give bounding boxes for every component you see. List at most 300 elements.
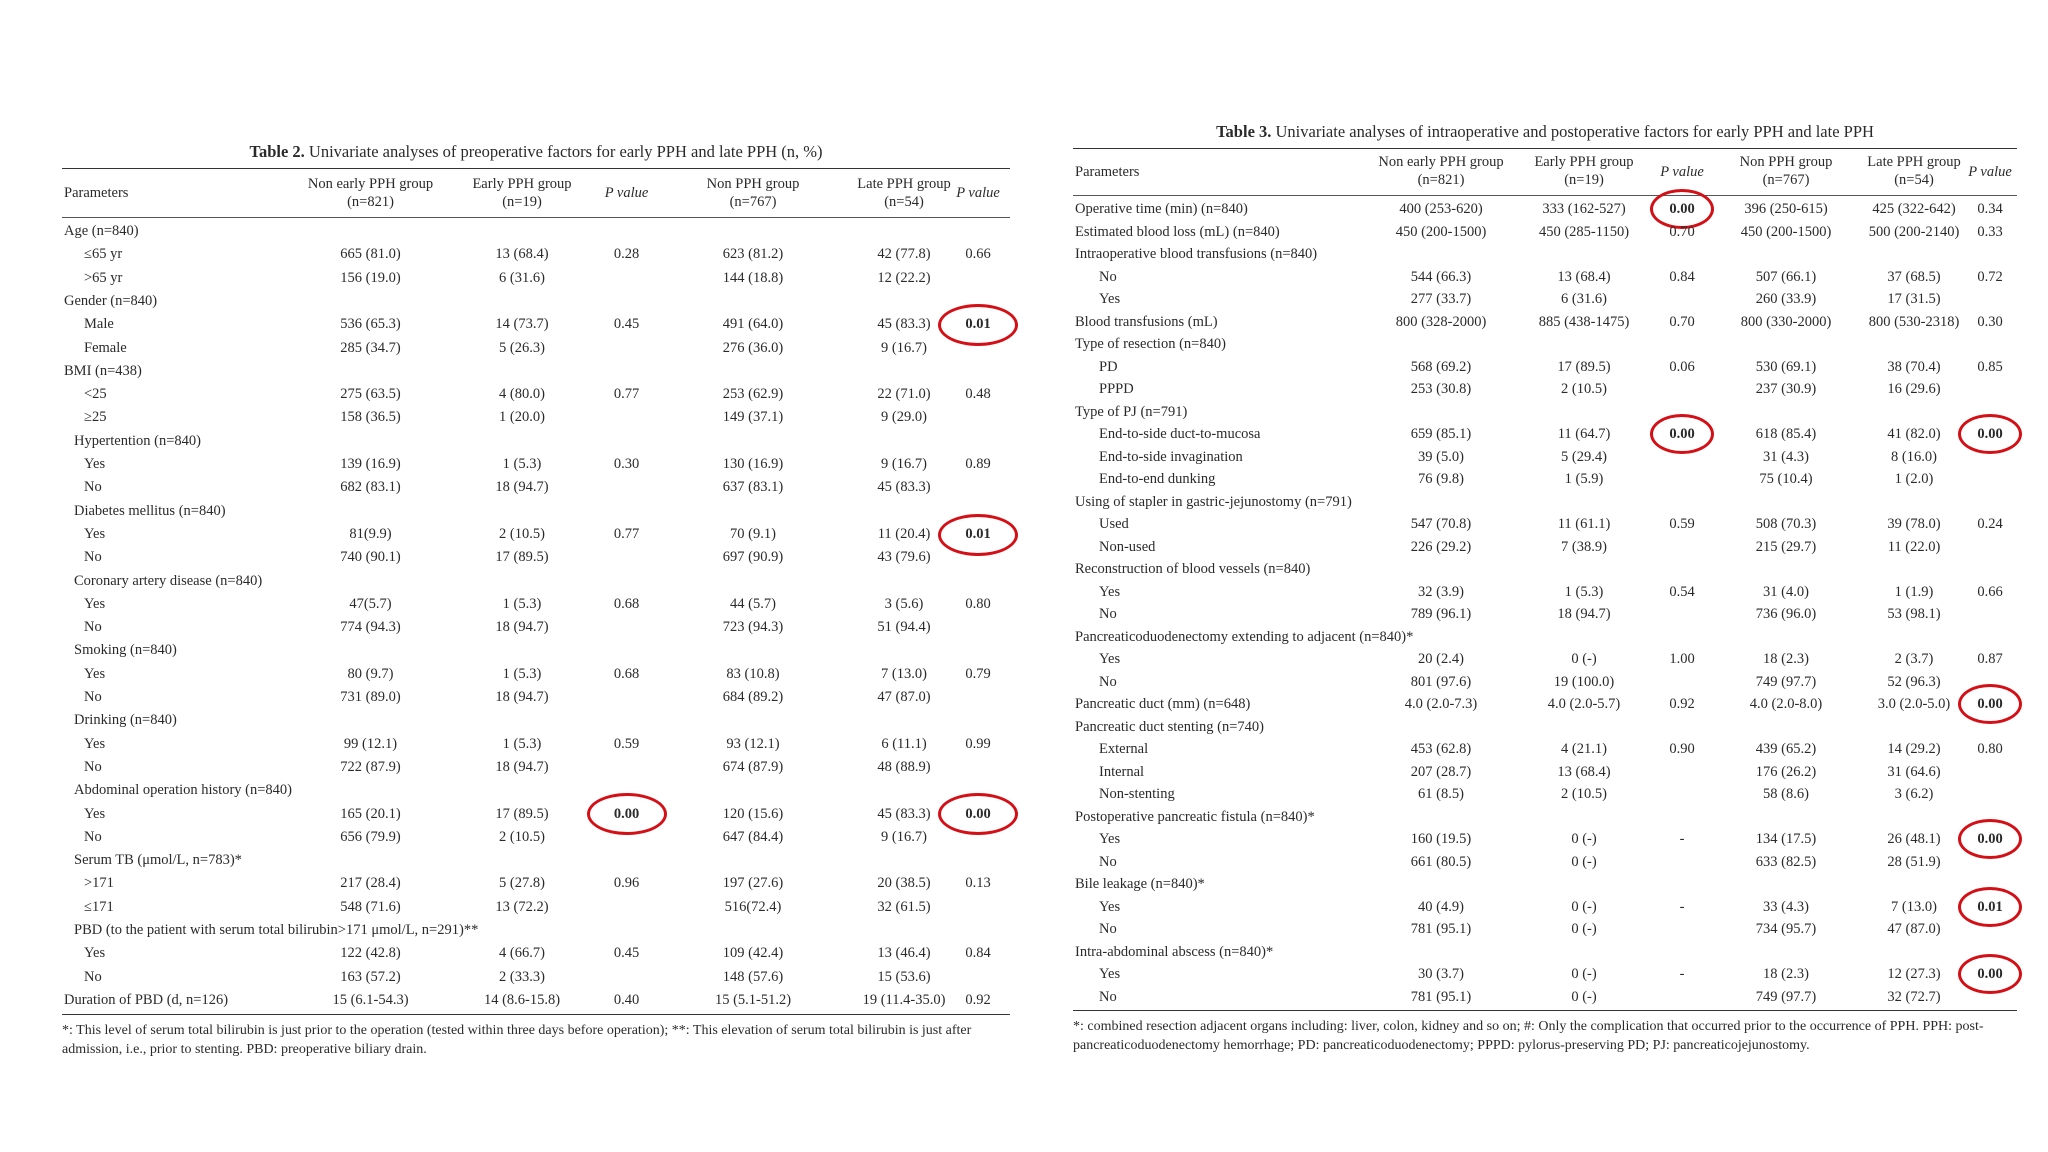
table-2-caption <box>62 142 1010 162</box>
table-row <box>1073 243 2017 266</box>
row-label: Pancreatic duct stenting (n=740) <box>1075 718 1264 735</box>
cell-col4: 736 (96.0) <box>1755 606 1817 622</box>
table-row <box>1073 446 2017 469</box>
cell-col4: 58 (8.6) <box>1763 786 1809 802</box>
table-row <box>62 942 1010 965</box>
cell-col2: 18 (94.7) <box>1557 606 1611 622</box>
table-row <box>1073 873 2017 896</box>
cell-col2: 14 (73.7) <box>495 316 549 333</box>
cell-col1: 81(9.9) <box>349 525 392 542</box>
cell-col5: 28 (51.9) <box>1887 853 1941 870</box>
cell-col6: 0.34 <box>1977 201 2003 217</box>
table-row <box>62 756 1010 779</box>
cell-col5: 45 (83.3) <box>877 316 931 333</box>
table-row <box>1073 693 2017 716</box>
cell-col5: 20 (38.5) <box>877 875 931 892</box>
cell-col5: 2 (3.7) <box>1894 651 1934 667</box>
cell-col3: 0.00 <box>1669 201 1695 217</box>
table-row <box>62 267 1010 290</box>
cell-col4: 749 (97.7) <box>1755 673 1817 690</box>
cell-col4: 18 (2.3) <box>1763 651 1809 667</box>
table-row <box>1073 536 2017 559</box>
cell-col1: 722 (87.9) <box>340 758 401 775</box>
cell-col1: 253 (30.8) <box>1410 381 1472 397</box>
table-row <box>1073 806 2017 829</box>
cell-col1: 80 (9.7) <box>347 665 394 682</box>
row-label: Yes <box>1099 966 1121 982</box>
cell-col5: 42 (77.8) <box>877 246 931 263</box>
cell-col6: 0.84 <box>965 945 991 962</box>
cell-col1: 661 (80.5) <box>1410 853 1472 870</box>
table-row <box>62 966 1010 989</box>
cell-col1: 39 (5.0) <box>1418 448 1464 465</box>
table-row <box>62 989 1010 1012</box>
cell-col1: 536 (65.3) <box>340 316 401 333</box>
cell-col5: 11 (22.0) <box>1887 538 1941 555</box>
row-label: No <box>1099 673 1117 690</box>
cell-col4: 530 (69.1) <box>1755 358 1817 375</box>
row-label: Yes <box>84 456 106 472</box>
cell-col2: 0 (-) <box>1571 921 1597 937</box>
cell-col4: 130 (16.9) <box>722 456 784 472</box>
cell-col6: 0.80 <box>1977 741 2003 757</box>
cell-col2: 2 (33.3) <box>499 968 545 985</box>
cell-col5: 31 (64.6) <box>1887 763 1941 780</box>
cell-col1: 450 (200-1500) <box>1395 223 1487 240</box>
cell-col5: 3 (5.6) <box>884 595 924 612</box>
cell-col4: 516(72.4) <box>724 898 782 915</box>
cell-col4: 197 (27.6) <box>722 875 784 892</box>
cell-col5: 6 (11.1) <box>881 735 927 752</box>
row-label: Non-stenting <box>1099 786 1175 802</box>
cell-col2: 2 (10.5) <box>499 525 545 542</box>
header-col2: Early PPH group (n=19) <box>1534 154 1634 188</box>
row-label: Yes <box>1099 831 1121 847</box>
row-label: Pancreaticoduodenectomy extending to adjacent (n=840)* <box>1075 628 1414 645</box>
table-row <box>1073 783 2017 806</box>
table-row <box>62 243 1010 266</box>
cell-col1: 656 (79.9) <box>340 828 401 845</box>
cell-col2: 4 (21.1) <box>1561 741 1607 757</box>
cell-col3: 0.00 <box>1669 426 1695 442</box>
cell-col3: 0.77 <box>613 386 640 403</box>
cell-col5: 12 (27.3) <box>1887 966 1941 982</box>
cell-col2: 11 (64.7) <box>1557 426 1611 442</box>
cell-col6: 0.79 <box>965 665 991 682</box>
header-parameters: Parameters <box>1075 164 1140 180</box>
cell-col5: 26 (48.1) <box>1887 831 1941 847</box>
cell-col4: 4.0 (2.0-8.0) <box>1749 696 1823 712</box>
cell-col4: 723 (94.3) <box>722 619 784 636</box>
cell-col6: 0.00 <box>1977 966 2003 982</box>
cell-col3: 0.30 <box>613 456 640 472</box>
cell-col6: 0.13 <box>965 875 991 892</box>
cell-col1: 32 (3.9) <box>1418 583 1464 600</box>
cell-col4: 148 (57.6) <box>722 968 784 985</box>
row-label: Internal <box>1099 763 1145 780</box>
cell-col2: 0 (-) <box>1571 853 1597 870</box>
cell-col5: 13 (46.4) <box>877 945 931 962</box>
table-row <box>62 500 1010 523</box>
cell-col4: 396 (250-615) <box>1744 201 1828 217</box>
row-label: Used <box>1099 516 1129 532</box>
table-row <box>62 779 1010 802</box>
table-row <box>62 220 1010 243</box>
cell-col1: 122 (42.8) <box>340 945 401 962</box>
table-row <box>1073 198 2017 221</box>
row-label: External <box>1099 741 1149 757</box>
cell-col2: 13 (68.4) <box>1557 763 1611 780</box>
row-label: No <box>84 549 102 566</box>
table-row <box>1073 963 2017 986</box>
cell-col2: 4 (66.7) <box>499 945 545 962</box>
cell-col2: 17 (89.5) <box>495 549 549 566</box>
cell-col1: 400 (253-620) <box>1399 201 1483 217</box>
cell-col4: 15 (5.1-51.2) <box>714 991 792 1008</box>
cell-col4: 637 (83.1) <box>722 479 784 496</box>
row-label: Type of resection (n=840) <box>1075 336 1226 352</box>
cell-col4: 215 (29.7) <box>1755 538 1817 555</box>
cell-col2: 1 (5.3) <box>502 665 542 682</box>
caption-label: Table 2. <box>249 142 305 161</box>
row-label: No <box>1099 853 1117 870</box>
cell-col5: 41 (82.0) <box>1887 426 1941 442</box>
header-col1: Non early PPH group (n=821) <box>1378 154 1504 188</box>
cell-col2: 1 (5.3) <box>502 595 542 612</box>
row-label: PD <box>1099 358 1118 375</box>
cell-col1: 15 (6.1-54.3) <box>332 991 409 1008</box>
cell-col6: 0.33 <box>1977 223 2003 240</box>
table-2 <box>62 142 1010 1059</box>
row-label: No <box>1099 268 1117 285</box>
cell-col4: 618 (85.4) <box>1755 426 1817 442</box>
row-label: >65 yr <box>84 269 123 286</box>
header-pvalue-2: P value <box>956 185 1000 201</box>
cell-col5: 51 (94.4) <box>877 619 931 636</box>
row-label: No <box>84 479 102 496</box>
header-parameters: Parameters <box>64 185 129 201</box>
cell-col6: 0.01 <box>1977 898 2003 915</box>
cell-col3: 0.28 <box>613 246 640 263</box>
cell-col5: 19 (11.4-35.0) <box>862 991 946 1008</box>
row-label: Blood transfusions (mL) <box>1075 313 1218 330</box>
cell-col3: 0.59 <box>613 735 640 752</box>
table-row <box>62 616 1010 639</box>
cell-col4: 237 (30.9) <box>1755 381 1817 397</box>
table-row <box>62 546 1010 569</box>
cell-col6: 0.85 <box>1977 358 2003 375</box>
cell-col4: 491 (64.0) <box>722 316 784 333</box>
cell-col3: 0.00 <box>613 805 640 822</box>
cell-col5: 32 (61.5) <box>877 898 931 915</box>
cell-col2: 0 (-) <box>1571 966 1597 982</box>
cell-col5: 38 (70.4) <box>1887 358 1941 375</box>
table-2-body <box>62 218 1010 1014</box>
cell-col2: 18 (94.7) <box>495 479 549 496</box>
table-row <box>1073 356 2017 379</box>
cell-col1: 99 (12.1) <box>343 735 398 752</box>
cell-col5: 43 (79.6) <box>877 549 931 566</box>
table-row <box>62 383 1010 406</box>
cell-col1: 217 (28.4) <box>340 875 401 892</box>
cell-col1: 800 (328-2000) <box>1395 313 1487 330</box>
cell-col6: 0.92 <box>965 991 991 1008</box>
table-row <box>1073 828 2017 851</box>
cell-col4: 83 (10.8) <box>726 665 780 682</box>
row-label: PPPD <box>1099 381 1134 397</box>
cell-col1: 156 (19.0) <box>340 269 401 286</box>
row-label: Non-used <box>1099 538 1156 555</box>
cell-col1: 30 (3.7) <box>1418 966 1464 982</box>
cell-col2: 13 (68.4) <box>495 246 549 263</box>
cell-col3: 0.45 <box>613 316 640 333</box>
row-label: Male <box>84 316 114 333</box>
row-label: Hypertention (n=840) <box>74 432 201 449</box>
row-label: Yes <box>84 735 106 752</box>
cell-col4: 134 (17.5) <box>1755 831 1817 847</box>
cell-col2: 18 (94.7) <box>495 689 549 705</box>
caption-text: Univariate analyses of preoperative factors for early PPH and late PPH (n, %) <box>304 142 823 161</box>
cell-col4: 149 (37.1) <box>722 409 784 426</box>
cell-col1: 20 (2.4) <box>1418 651 1464 667</box>
cell-col6: 0.80 <box>965 595 991 612</box>
row-label: Type of PJ (n=791) <box>1075 403 1188 420</box>
cell-col5: 500 (200-2140) <box>1868 223 1960 240</box>
cell-col1: 731 (89.0) <box>340 689 401 705</box>
cell-col4: 734 (95.7) <box>1755 921 1817 937</box>
cell-col2: 18 (94.7) <box>495 619 549 636</box>
cell-col3: - <box>1679 966 1685 982</box>
table-row <box>62 849 1010 872</box>
cell-col6: 0.66 <box>965 246 991 263</box>
cell-col2: 17 (89.5) <box>495 805 549 822</box>
cell-col1: 801 (97.6) <box>1410 673 1472 690</box>
cell-col2: 19 (100.0) <box>1553 673 1615 690</box>
cell-col1: 781 (95.1) <box>1410 921 1472 937</box>
cell-col2: 1 (5.3) <box>502 456 542 472</box>
cell-col2: 5 (29.4) <box>1561 448 1607 465</box>
cell-col2: 1 (5.3) <box>1564 583 1604 600</box>
row-label: End-to-end dunking <box>1099 471 1216 487</box>
cell-col5: 45 (83.3) <box>877 479 931 496</box>
cell-col5: 7 (13.0) <box>881 665 927 682</box>
header-pvalue-1: P value <box>1660 164 1704 180</box>
cell-col4: 260 (33.9) <box>1755 291 1817 307</box>
row-label: No <box>84 758 102 775</box>
row-label: BMI (n=438) <box>64 362 142 379</box>
cell-col1: 568 (69.2) <box>1410 358 1472 375</box>
cell-col1: 781 (95.1) <box>1410 988 1472 1005</box>
table-row <box>1073 423 2017 446</box>
table-row <box>62 523 1010 546</box>
cell-col3: - <box>1679 831 1685 847</box>
cell-col2: 5 (27.8) <box>499 875 545 892</box>
row-label: Yes <box>84 525 106 542</box>
cell-col2: 4.0 (2.0-5.7) <box>1547 696 1621 712</box>
table-row <box>1073 941 2017 964</box>
row-label: Smoking (n=840) <box>74 642 177 659</box>
row-label: ≤171 <box>84 898 114 915</box>
cell-col5: 52 (96.3) <box>1887 673 1941 690</box>
table-row <box>1073 761 2017 784</box>
row-label: Drinking (n=840) <box>74 712 177 729</box>
row-label: Pancreatic duct (mm) (n=648) <box>1075 696 1251 712</box>
cell-col4: 44 (5.7) <box>730 595 776 612</box>
row-label: Operative time (min) (n=840) <box>1075 201 1248 217</box>
row-label: No <box>1099 921 1117 937</box>
row-label: No <box>84 619 102 636</box>
cell-col2: 1 (5.3) <box>502 735 542 752</box>
cell-col5: 14 (29.2) <box>1887 741 1941 757</box>
cell-col6: 0.00 <box>1977 831 2003 847</box>
table-row <box>62 476 1010 499</box>
cell-col3: 0.54 <box>1669 583 1695 600</box>
cell-col1: 453 (62.8) <box>1410 741 1472 757</box>
cell-col1: 207 (28.7) <box>1410 763 1472 780</box>
cell-col5: 16 (29.6) <box>1887 381 1941 397</box>
cell-col5: 8 (16.0) <box>1891 448 1937 465</box>
table-row <box>1073 333 2017 356</box>
cell-col2: 1 (20.0) <box>499 409 545 426</box>
cell-col3: 0.70 <box>1669 223 1695 240</box>
cell-col2: 18 (94.7) <box>495 758 549 775</box>
table-row <box>62 709 1010 732</box>
cell-col3: 0.77 <box>613 525 640 542</box>
table-row <box>62 313 1010 336</box>
header-col2: Early PPH group (n=19) <box>472 176 572 210</box>
row-label: <25 <box>84 386 107 403</box>
table-row <box>62 872 1010 895</box>
cell-col6: 0.87 <box>1977 651 2003 667</box>
cell-col1: 165 (20.1) <box>340 805 401 822</box>
cell-col5: 7 (13.0) <box>1891 898 1937 915</box>
table-row <box>62 686 1010 709</box>
cell-col4: 749 (97.7) <box>1755 988 1817 1005</box>
header-pvalue-1: P value <box>604 185 649 201</box>
table-row <box>62 360 1010 383</box>
cell-col1: 547 (70.8) <box>1410 516 1472 532</box>
cell-col4: 93 (12.1) <box>726 735 780 752</box>
cell-col2: 450 (285-1150) <box>1538 223 1630 240</box>
table-3-footnote: *: combined resection adjacent organs including: liver, colon, kidney and so on; #: Only the complication that occurred prior to the occurrence of PPH. PPH: post-pancreaticoduodenectomy hemorrhage; PD: pancreaticoduodenectomy; PPPD: pylorus-preserving PD; PJ: pancreaticojejunostomy. <box>1073 1019 1984 1053</box>
cell-col1: 139 (16.9) <box>340 456 401 472</box>
table-row <box>62 570 1010 593</box>
cell-col3: 1.00 <box>1669 651 1695 667</box>
cell-col1: 158 (36.5) <box>340 409 401 426</box>
header-pvalue-2: P value <box>1968 164 2012 180</box>
table-row <box>62 803 1010 826</box>
table-3-body <box>1073 196 2017 1010</box>
table-row <box>1073 558 2017 581</box>
cell-col6: 0.00 <box>1977 426 2003 442</box>
cell-col6: 0.66 <box>1977 583 2003 600</box>
cell-col2: 4 (80.0) <box>499 386 545 403</box>
cell-col4: 18 (2.3) <box>1763 966 1809 982</box>
cell-col2: 14 (8.6-15.8) <box>483 991 561 1008</box>
cell-col4: 109 (42.4) <box>722 945 784 962</box>
cell-col1: 659 (85.1) <box>1410 426 1472 442</box>
table-row <box>62 337 1010 360</box>
cell-col5: 9 (16.7) <box>881 828 927 845</box>
table-2-footnote: *: This level of serum total bilirubin is just prior to the operation (tested within three days before operation); **: This elevation of serum total bilirubin is just after admission, i.e., prior to stenting. PBD: preoperative biliary drain. <box>62 1023 972 1058</box>
cell-col2: 5 (26.3) <box>499 339 545 356</box>
cell-col5: 22 (71.0) <box>877 386 931 403</box>
table-row <box>62 733 1010 756</box>
cell-col1: 682 (83.1) <box>340 479 401 496</box>
table-row <box>62 826 1010 849</box>
cell-col4: 176 (26.2) <box>1755 763 1817 780</box>
cell-col5: 47 (87.0) <box>877 689 931 705</box>
row-label: Yes <box>1099 898 1121 915</box>
cell-col2: 2 (10.5) <box>499 828 545 845</box>
cell-col5: 9 (16.7) <box>881 456 927 472</box>
table-row <box>1073 513 2017 536</box>
cell-col1: 277 (33.7) <box>1410 291 1472 307</box>
table-row <box>1073 626 2017 649</box>
table-row <box>62 290 1010 313</box>
table-3-caption <box>1073 122 2017 142</box>
cell-col5: 47 (87.0) <box>1887 921 1941 937</box>
cell-col2: 13 (68.4) <box>1557 268 1611 285</box>
header-col3: Non PPH group (n=767) <box>706 176 800 210</box>
row-label: Yes <box>1099 291 1121 307</box>
row-label: Duration of PBD (d, n=126) <box>64 991 229 1008</box>
cell-col6: 0.99 <box>965 735 991 752</box>
table-2-header <box>62 169 1010 217</box>
cell-col4: 120 (15.6) <box>722 805 784 822</box>
cell-col2: 0 (-) <box>1571 898 1597 915</box>
table-row <box>62 919 1010 942</box>
cell-col4: 253 (62.9) <box>722 386 784 403</box>
row-label: End-to-side invagination <box>1099 448 1243 465</box>
table-row <box>1073 716 2017 739</box>
table-3 <box>1073 122 2017 1055</box>
cell-col4: 31 (4.3) <box>1763 448 1809 465</box>
cell-col3: 0.06 <box>1669 358 1695 375</box>
row-label: Abdominal operation history (n=840) <box>74 782 292 799</box>
cell-col3: 0.59 <box>1669 516 1695 532</box>
cell-col3: 0.40 <box>613 991 640 1008</box>
row-label: Using of stapler in gastric-jejunostomy (n=791) <box>1075 493 1352 510</box>
cell-col1: 4.0 (2.0-7.3) <box>1404 696 1478 712</box>
cell-col3: 0.45 <box>613 945 640 962</box>
cell-col2: 2 (10.5) <box>1561 381 1607 397</box>
cell-col1: 226 (29.2) <box>1410 538 1472 555</box>
cell-col5: 37 (68.5) <box>1887 268 1941 285</box>
cell-col1: 285 (34.7) <box>340 339 401 356</box>
table-row <box>1073 603 2017 626</box>
cell-col6: 0.01 <box>965 316 991 333</box>
cell-col5: 9 (16.7) <box>881 339 927 356</box>
table-row <box>62 663 1010 686</box>
table-row <box>62 406 1010 429</box>
row-label: PBD (to the patient with serum total bilirubin>171 μmol/L, n=291)** <box>74 922 479 938</box>
row-label: No <box>84 689 102 705</box>
cell-col4: 623 (81.2) <box>722 246 784 263</box>
row-label: Age (n=840) <box>64 223 139 239</box>
cell-col6: 0.30 <box>1977 313 2003 330</box>
cell-col3: 0.92 <box>1669 696 1695 712</box>
cell-col2: 0 (-) <box>1571 988 1597 1005</box>
cell-col1: 548 (71.6) <box>340 898 401 915</box>
cell-col4: 31 (4.0) <box>1763 583 1809 600</box>
caption-text: Univariate analyses of intraoperative and postoperative factors for early PPH and late PPH <box>1271 122 1874 141</box>
cell-col6: 0.01 <box>965 525 991 542</box>
caption-label: Table 3. <box>1216 122 1272 141</box>
cell-col3: 0.84 <box>1669 268 1695 285</box>
cell-col5: 39 (78.0) <box>1887 516 1941 532</box>
cell-col5: 11 (20.4) <box>877 525 931 542</box>
